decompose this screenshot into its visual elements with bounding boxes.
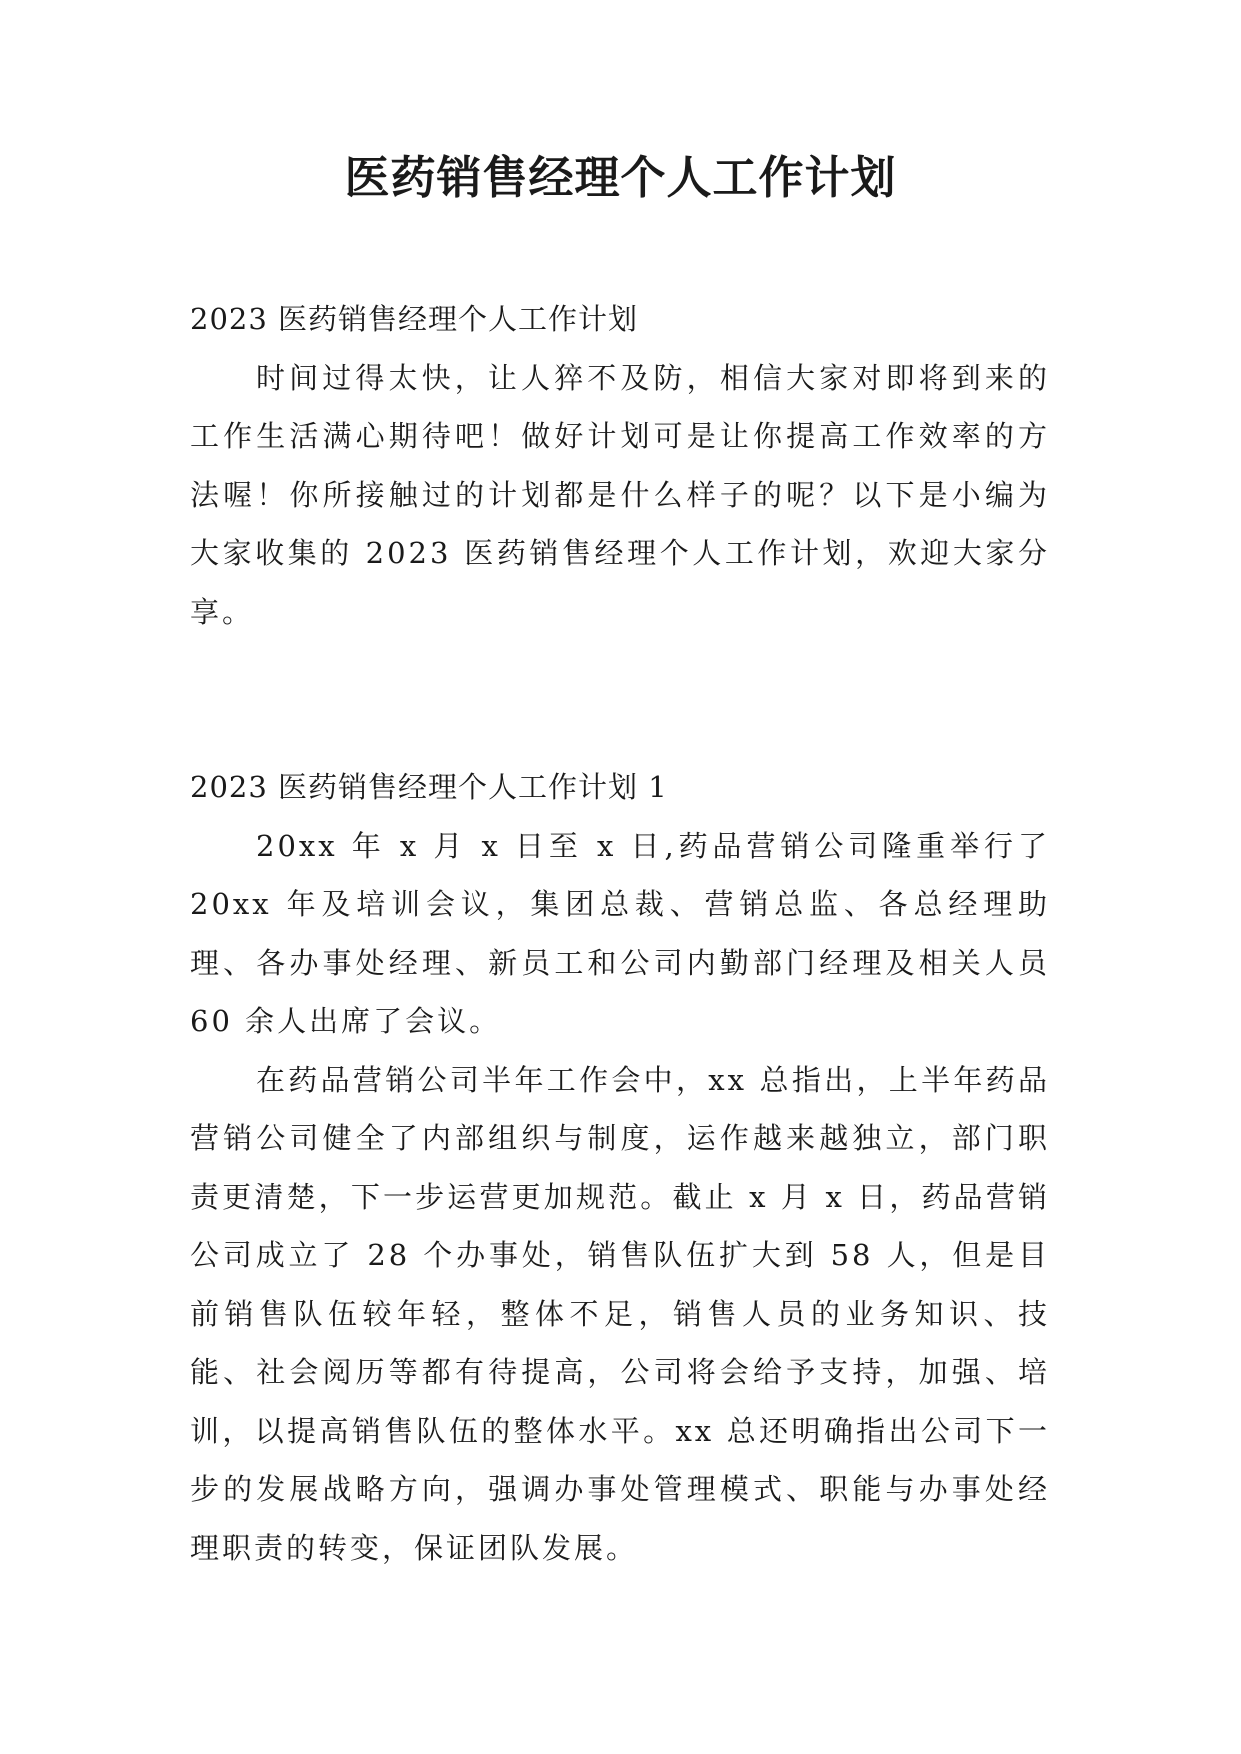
document-title: 医药销售经理个人工作计划	[344, 151, 897, 204]
intro-paragraph: 时间过得太快，让人猝不及防，相信大家对即将到来的工作生活满心期待吧！做好计划可是让你提高工作效率的方法喔！你所接触过的计划都是什么样子的呢？以下是小编为大家收集的 2023 医药销售经理个人工作计划，欢迎大家分享。	[190, 360, 1050, 629]
intro-heading: 2023 医药销售经理个人工作计划	[190, 302, 639, 336]
section-1-paragraph-2: 在药品营销公司半年工作会中，xx 总指出，上半年药品营销公司健全了内部组织与制度，运作越来越独立，部门职责更清楚，下一步运营更加规范。截止 x 月 x 日，药品营销公司成立了 28 个办事处，销售队伍扩大到 58 人，但是目前销售队伍较年轻，整体不足，销售人员的业务知识、技能、社会阅历等都有待提高，公司将会给予支持，加强、培训，以提高销售队伍的整体水平。xx 总还明确指出公司下一步的发展战略方向，强调办事处管理模式、职能与办事处经理职责的转变，保证团队发展。	[190, 1062, 1050, 1565]
section-spacer	[190, 641, 1050, 758]
section-1-heading: 2023 医药销售经理个人工作计划 1	[190, 770, 668, 804]
document-body	[190, 290, 1050, 1577]
section-1-paragraph-1: 20xx 年 x 月 x 日至 x 日,药品营销公司隆重举行了 20xx 年及培训会议，集团总裁、营销总监、各总经理助理、各办事处经理、新员工和公司内勤部门经理及相关人员 60 余人出席了会议。	[190, 828, 1050, 1038]
